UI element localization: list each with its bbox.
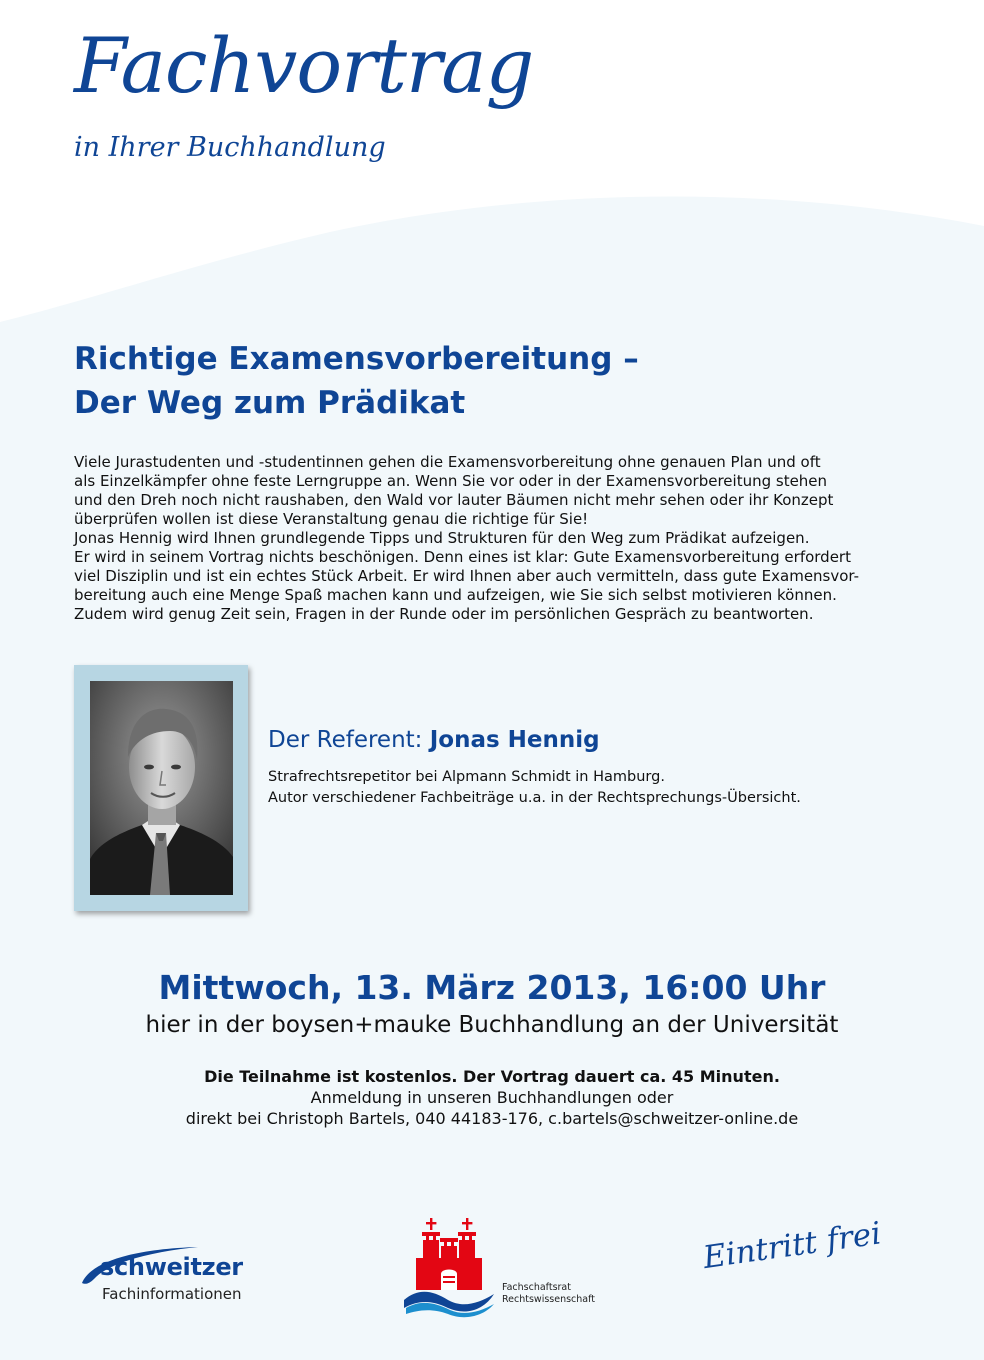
body-line: überprüfen wollen ist diese Veranstaltung genau die richtige für Sie! — [74, 510, 589, 528]
fachschaftsrat-logo — [402, 1218, 612, 1318]
page-title: Fachvortrag — [74, 21, 534, 110]
body-line: bereitung auch eine Menge Spaß machen kann und aufzeigen, wie Sie sich selbst motivieren können. — [74, 586, 837, 604]
event-location: hier in der boysen+mauke Buchhandlung an der Universität — [145, 1012, 839, 1038]
description-text — [74, 453, 934, 624]
body-line: und den Dreh noch nicht raushaben, den Wald vor lauter Bäumen nicht mehr sehen oder ihr Konzept — [74, 491, 834, 509]
referent-name: Jonas Hennig — [429, 727, 600, 753]
body-line: Er wird in seinem Vortrag nichts beschönigen. Denn eines ist klar: Gute Examensvorbereitung erfordert — [74, 548, 851, 566]
schweitzer-subtitle: Fachinformationen — [102, 1285, 242, 1303]
referent-bio-line-2: Autor verschiedener Fachbeiträge u.a. in der Rechtsprechungs-Übersicht. — [268, 790, 801, 806]
event-info — [0, 1066, 984, 1129]
referent-photo — [90, 681, 233, 895]
body-line: Viele Jurastudenten und -studentinnen gehen die Examensvorbereitung ohne genauen Plan und oft — [74, 453, 821, 471]
referent-photo-frame — [74, 665, 248, 911]
headline-line-2: Der Weg zum Prädikat — [74, 385, 466, 421]
referent-heading — [268, 727, 600, 753]
schweitzer-logo — [80, 1245, 300, 1311]
body-line: als Einzelkämpfer ohne feste Lerngruppe an. Wenn Sie vor oder in der Examensvorbereitung stehen — [74, 472, 828, 490]
registration-line-2: direkt bei Christoph Bartels, 040 44183-176, c.bartels@schweitzer-online.de — [185, 1109, 799, 1128]
schweitzer-name: schweitzer — [100, 1253, 243, 1281]
body-line: Jonas Hennig wird Ihnen grundlegende Tipps und Strukturen für den Weg zum Prädikat aufzeigen. — [74, 529, 810, 547]
body-line: Zudem wird genug Zeit sein, Fragen in der Runde oder im persönlichen Gespräch zu beantworten. — [74, 605, 814, 623]
free-entry-label: Eintritt frei — [700, 1215, 884, 1276]
referent-bio — [268, 767, 801, 809]
fachschaftsrat-text — [502, 1282, 595, 1306]
headline — [74, 337, 639, 425]
referent-bio-line-1: Strafrechtsrepetitor bei Alpmann Schmidt in Hamburg. — [268, 769, 665, 785]
referent-label: Der Referent: — [268, 727, 423, 753]
hamburg-castle-icon — [402, 1218, 502, 1318]
page-subtitle: in Ihrer Buchhandlung — [74, 132, 386, 163]
headline-line-1: Richtige Examensvorbereitung – — [74, 341, 639, 377]
fsr-line-1: Fachschaftsrat — [502, 1282, 571, 1293]
registration-line-1: Anmeldung in unseren Buchhandlungen oder — [310, 1088, 674, 1107]
body-line: viel Disziplin und ist ein echtes Stück Arbeit. Er wird Ihnen aber auch vermitteln, dass gute Examensvor- — [74, 567, 860, 585]
event-note: Die Teilnahme ist kostenlos. Der Vortrag dauert ca. 45 Minuten. — [204, 1067, 780, 1086]
event-date: Mittwoch, 13. März 2013, 16:00 Uhr — [158, 968, 826, 1007]
fsr-line-2: Rechtswissenschaft — [502, 1294, 596, 1305]
